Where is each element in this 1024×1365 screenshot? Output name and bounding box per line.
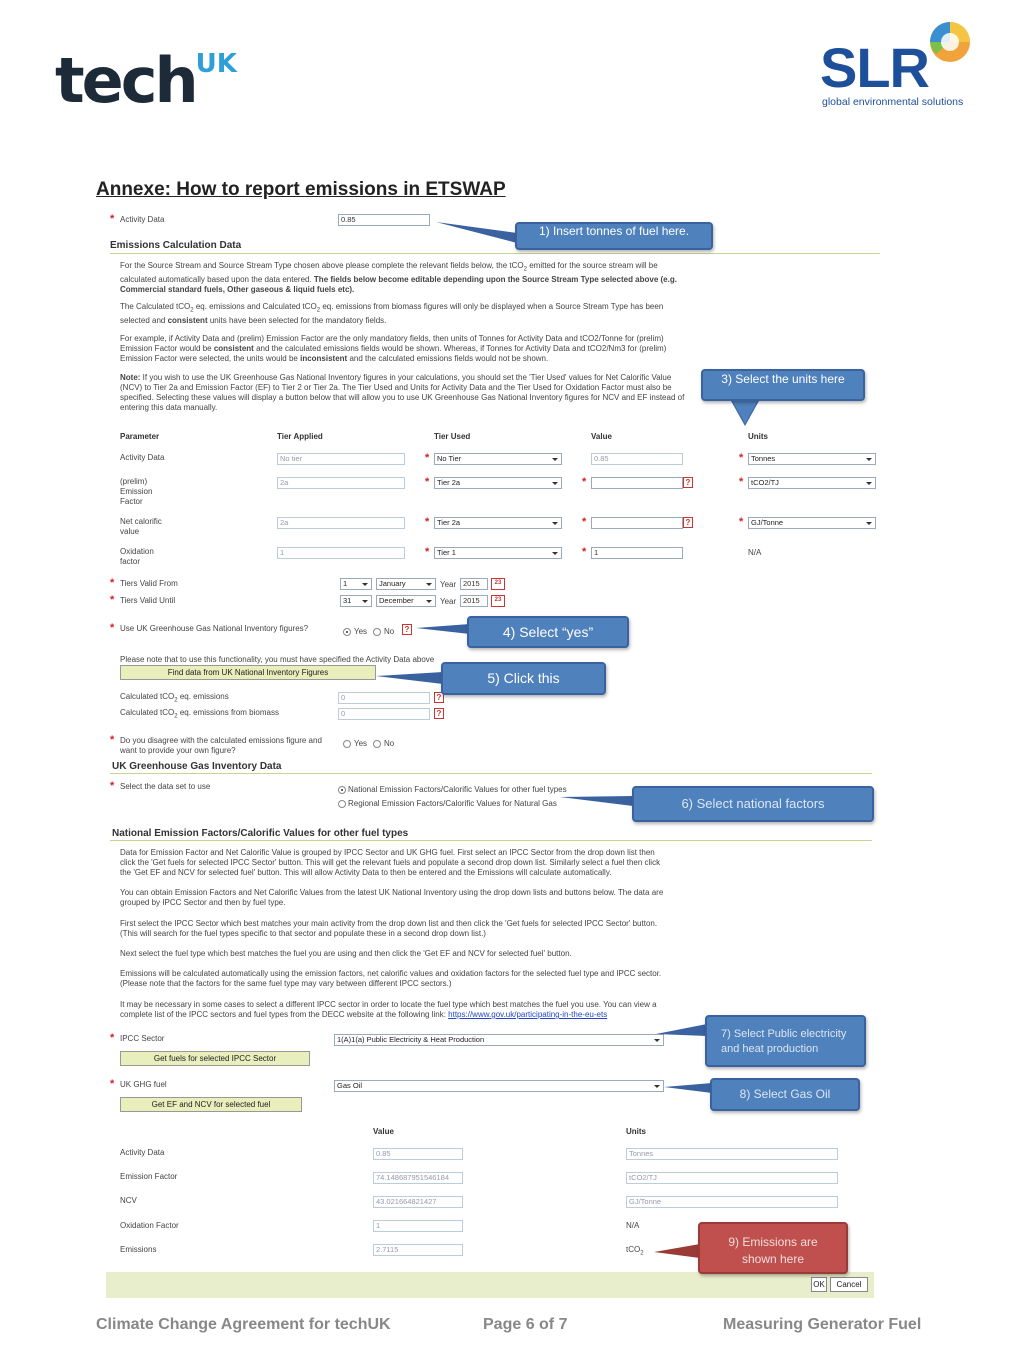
result-value: 43.021664821427 bbox=[373, 1196, 463, 1208]
result-label: Activity Data bbox=[120, 1148, 165, 1157]
yes-label: Yes bbox=[354, 739, 368, 748]
param-oxidation: Oxidation factor bbox=[120, 547, 154, 566]
footer-right: Measuring Generator Fuel bbox=[723, 1316, 922, 1333]
ipcc-sector-select[interactable]: 1(A)1(a) Public Electricity & Heat Production bbox=[334, 1034, 664, 1046]
required-star: * bbox=[110, 734, 115, 746]
help-icon[interactable]: ? bbox=[434, 692, 444, 703]
until-year-input[interactable]: 2015 bbox=[460, 595, 488, 607]
emissions-units: tCO$_2$ bbox=[626, 1245, 644, 1257]
disagree-question: Do you disagree with the calculated emissions figure and want to provide your own figure? bbox=[120, 736, 322, 755]
value-input[interactable]: 1 bbox=[591, 547, 683, 559]
required-star: * bbox=[110, 780, 115, 792]
no-label: No bbox=[384, 739, 395, 748]
param-ncv: Net calorific value bbox=[120, 517, 162, 536]
tier-used-select[interactable]: Tier 1 bbox=[434, 547, 562, 559]
required-star: * bbox=[110, 213, 115, 225]
techuk-logo-text: tech bbox=[55, 44, 196, 117]
nef-paragraph-5: It may be necessary in some cases to select a different IPCC sector in order to locate the fuel type which best matches the fuel you use. You can view a complete list of the IPCC sectors and fuel types from the DECC website at the following link: https://www.gov.uk/participating-in-the-eu-ets bbox=[120, 1000, 657, 1019]
result-units: GJ/Tonne bbox=[626, 1196, 838, 1208]
help-icon[interactable]: ? bbox=[434, 708, 444, 719]
nef-heading: National Emission Factors/Calorific Values for other fuel types bbox=[112, 828, 409, 839]
from-day-select[interactable]: 1 bbox=[340, 578, 372, 590]
required-star: * bbox=[425, 476, 430, 488]
required-star: * bbox=[582, 546, 587, 558]
footer-page: Page 6 of 7 bbox=[483, 1316, 568, 1333]
col-tier-used: Tier Used bbox=[434, 432, 471, 441]
col-tier-applied: Tier Applied bbox=[277, 432, 323, 441]
calendar-icon[interactable]: 23 bbox=[491, 595, 505, 607]
units-select[interactable]: Tonnes bbox=[748, 453, 876, 465]
nef-paragraph-1b: You can obtain Emission Factors and Net Calorific Values from the latest UK National Inventory using the drop down lists and buttons below. The data are grouped by IPCC Sector and then by fuel type. bbox=[120, 888, 664, 907]
use-inventory-question: Use UK Greenhouse Gas National Inventory figures? bbox=[120, 624, 309, 633]
required-star: * bbox=[110, 1032, 115, 1044]
calc-paragraph-3: For example, if Activity Data and (prelim) Emission Factor are the only mandatory fields, then units of Tonnes for Activity Data and tCO2/Tonne for (prelim) Emission Factor would be consistent and the calculated emissions fields would be shown. Whereas, if Tonnes for Activity Data and tCO2/Nm3 for (prelim) Emission Factor were selected, the units would be inconsistent and the calculated emissions fields would not be shown. bbox=[120, 334, 667, 363]
col-value: Value bbox=[591, 432, 612, 441]
pointer-8 bbox=[664, 1083, 712, 1093]
callout-7: 7) Select Public electricity and heat production bbox=[705, 1015, 866, 1067]
required-star: * bbox=[110, 1078, 115, 1090]
pointer-7 bbox=[656, 1024, 707, 1036]
ukghg-heading: UK Greenhouse Gas Inventory Data bbox=[112, 761, 282, 772]
param-activity-data: Activity Data bbox=[120, 453, 165, 462]
year-label: Year bbox=[440, 580, 457, 589]
pointer-4 bbox=[416, 624, 470, 634]
col-units: Units bbox=[748, 432, 768, 441]
value-input: 0.85 bbox=[591, 453, 683, 465]
find-inventory-button[interactable]: Find data from UK National Inventory Figures bbox=[120, 665, 376, 680]
callout-1: 1) Insert tonnes of fuel here. bbox=[515, 222, 713, 250]
footer-left: Climate Change Agreement for techUK bbox=[96, 1316, 391, 1333]
col-parameter: Parameter bbox=[120, 432, 160, 441]
slr-tagline: global environmental solutions bbox=[822, 96, 964, 108]
cancel-button[interactable]: Cancel bbox=[830, 1277, 868, 1292]
activity-data-input[interactable]: 0.85 bbox=[338, 214, 430, 226]
tier-applied-input: 1 bbox=[277, 547, 405, 559]
help-icon[interactable]: ? bbox=[683, 517, 693, 528]
nef-paragraph-4: Emissions will be calculated automatically using the emission factors, net calorific values and oxidation factors for the selected fuel type and IPCC sector. (Please note that the factors for the same fuel type may vary between different IPCC sectors.) bbox=[120, 969, 662, 988]
tier-used-select[interactable]: No Tier bbox=[434, 453, 562, 465]
calc-biomass-value: 0 bbox=[338, 708, 430, 720]
calc-emissions-label: Calculated tCO$_2$ eq. emissions bbox=[120, 692, 229, 704]
from-year-input[interactable]: 2015 bbox=[460, 578, 488, 590]
calc-note: Note: If you wish to use the UK Greenhouse Gas National Inventory figures in your calculations, you should set the 'Tier Used' values for Net Calorific Value (NCV) to Tier 2a and Emission Factor (EF) to Tier 2 or Tier 2a. The Tier Used and Units for Activity Data and the Tier Used for Oxidation Factor must also be specified. Selecting these values will display a button below that will allow you to use UK Greenhouse Gas National Inventory figures for NCV and EF instead of entering this data manually. bbox=[120, 373, 685, 412]
until-month-select[interactable]: December bbox=[376, 595, 436, 607]
fuel-label: UK GHG fuel bbox=[120, 1080, 167, 1089]
param-emission-factor: (prelim) Emission Factor bbox=[120, 477, 153, 506]
result-units: tCO2/TJ bbox=[626, 1172, 838, 1184]
uk-ghg-fuel-select[interactable]: Gas Oil bbox=[334, 1080, 664, 1092]
pointer-5 bbox=[376, 672, 443, 684]
units-select[interactable]: GJ/Tonne bbox=[748, 517, 876, 529]
national-factors-label: National Emission Factors/Calorific Values for other fuel types bbox=[348, 785, 567, 794]
techuk-logo-sup: UK bbox=[195, 49, 237, 79]
required-star: * bbox=[425, 516, 430, 528]
tier-applied-input: 2a bbox=[277, 517, 405, 529]
tiers-from-label: Tiers Valid From bbox=[120, 579, 178, 588]
required-star: * bbox=[425, 546, 430, 558]
required-star: * bbox=[582, 476, 587, 488]
tier-applied-input: 2a bbox=[277, 477, 405, 489]
tier-used-select[interactable]: Tier 2a bbox=[434, 517, 562, 529]
callout-4: 4) Select “yes” bbox=[467, 616, 629, 648]
result-label: Oxidation Factor bbox=[120, 1221, 179, 1230]
required-star: * bbox=[582, 516, 587, 528]
nef-paragraph-3: Next select the fuel type which best matches the fuel you are using and then click the 'Get EF and NCV for selected fuel' button. bbox=[120, 949, 572, 958]
result-label: NCV bbox=[120, 1196, 137, 1205]
callout-9: 9) Emissions are shown here bbox=[698, 1222, 848, 1274]
callout-5: 5) Click this bbox=[441, 662, 606, 695]
results-value-header: Value bbox=[373, 1127, 394, 1136]
calc-paragraph-1: For the Source Stream and Source Stream Type chosen above please complete the relevant fields below, the tCO$_2$ emitted for the source stream will be calculated automatically based upon the data entered. The fields below become editable depending upon the Source Stream Type selected above (e.g. Commercial standard fuels, Other gaseous & liquid fuels etc). bbox=[120, 261, 677, 294]
result-value: 1 bbox=[373, 1220, 463, 1232]
required-star: * bbox=[739, 516, 744, 528]
page-title: Annexe: How to report emissions in ETSWAP bbox=[96, 179, 506, 200]
nef-paragraph-2: First select the IPCC Sector which best matches your main activity from the drop down list and then click the 'Get fuels for selected IPCC Sector' button. (This will search for the fuel types specific to that sector and populate these in a second drop down list.) bbox=[120, 919, 658, 938]
emissions-value: 2.7115 bbox=[373, 1244, 463, 1256]
result-units: Tonnes bbox=[626, 1148, 838, 1160]
callout-8: 8) Select Gas Oil bbox=[710, 1078, 860, 1111]
tier-used-select[interactable]: Tier 2a bbox=[434, 477, 562, 489]
help-icon[interactable]: ? bbox=[402, 624, 412, 635]
callout-6: 6) Select national factors bbox=[632, 786, 874, 822]
required-star: * bbox=[110, 594, 115, 606]
calc-biomass-label: Calculated tCO$_2$ eq. emissions from biomass bbox=[120, 708, 279, 720]
get-ef-ncv-button[interactable]: Get EF and NCV for selected fuel bbox=[120, 1097, 302, 1112]
inventory-note: Please note that to use this functionality, you must have specified the Activity Data above bbox=[120, 655, 435, 664]
required-star: * bbox=[110, 577, 115, 589]
yes-label: Yes bbox=[354, 627, 368, 636]
until-day-select[interactable]: 31 bbox=[340, 595, 372, 607]
pointer-1 bbox=[436, 222, 517, 243]
units-select[interactable]: tCO2/TJ bbox=[748, 477, 876, 489]
slr-logo-text: SLR bbox=[820, 36, 929, 99]
calc-emissions-value: 0 bbox=[338, 692, 430, 704]
required-star: * bbox=[739, 476, 744, 488]
nef-paragraph-1: Data for Emission Factor and Net Calorific Value is grouped by IPCC Sector and UK GHG fuel. First select an IPCC Sector from the drop down list then click the 'Get fuels for selected IPCC Sector' button. This will get the relevant fuels and populate a second drop down list. Similarly select a fuel then click the 'Get EF and NCV for selected fuel' button. This will allow Activity Data to then be entered and the Emissions will calculate automatically. bbox=[120, 848, 661, 877]
callout-3: 3) Select the units here bbox=[701, 369, 865, 401]
pointer-3 bbox=[730, 398, 760, 425]
help-icon[interactable]: ? bbox=[683, 477, 693, 488]
calc-paragraph-2: The Calculated tCO$_2$ eq. emissions and Calculated tCO$_2$ eq. emissions from biomass figures will only be displayed when a Source Stream Type has been selected and consistent units have been selected for the mandatory fields. bbox=[120, 302, 664, 325]
result-units-text: N/A bbox=[626, 1221, 640, 1230]
result-value: 74.148687951546184 bbox=[373, 1172, 463, 1184]
result-label: Emission Factor bbox=[120, 1172, 178, 1181]
emissions-calc-heading: Emissions Calculation Data bbox=[110, 240, 242, 251]
no-label: No bbox=[384, 627, 395, 636]
year-label: Year bbox=[440, 597, 457, 606]
ipcc-label: IPCC Sector bbox=[120, 1034, 165, 1043]
tier-applied-input: No tier bbox=[277, 453, 405, 465]
pointer-9 bbox=[654, 1244, 700, 1258]
regional-factors-label: Regional Emission Factors/Calorific Values for Natural Gas bbox=[348, 799, 557, 808]
ok-button[interactable]: OK bbox=[811, 1277, 827, 1292]
activity-data-label: Activity Data bbox=[120, 215, 165, 224]
result-value: 0.85 bbox=[373, 1148, 463, 1160]
result-label: Emissions bbox=[120, 1245, 157, 1254]
results-units-header: Units bbox=[626, 1127, 646, 1136]
calendar-icon[interactable]: 23 bbox=[491, 578, 505, 590]
tiers-until-label: Tiers Valid Until bbox=[120, 596, 176, 605]
required-star: * bbox=[110, 622, 115, 634]
get-fuels-button[interactable]: Get fuels for selected IPCC Sector bbox=[120, 1051, 310, 1066]
from-month-select[interactable]: January bbox=[376, 578, 436, 590]
units-na: N/A bbox=[748, 548, 762, 557]
pointer-6 bbox=[560, 796, 633, 806]
dataset-label: Select the data set to use bbox=[120, 782, 211, 791]
required-star: * bbox=[739, 452, 744, 464]
required-star: * bbox=[425, 452, 430, 464]
decc-link[interactable]: https://www.gov.uk/participating-in-the-eu-ets bbox=[448, 1010, 608, 1019]
